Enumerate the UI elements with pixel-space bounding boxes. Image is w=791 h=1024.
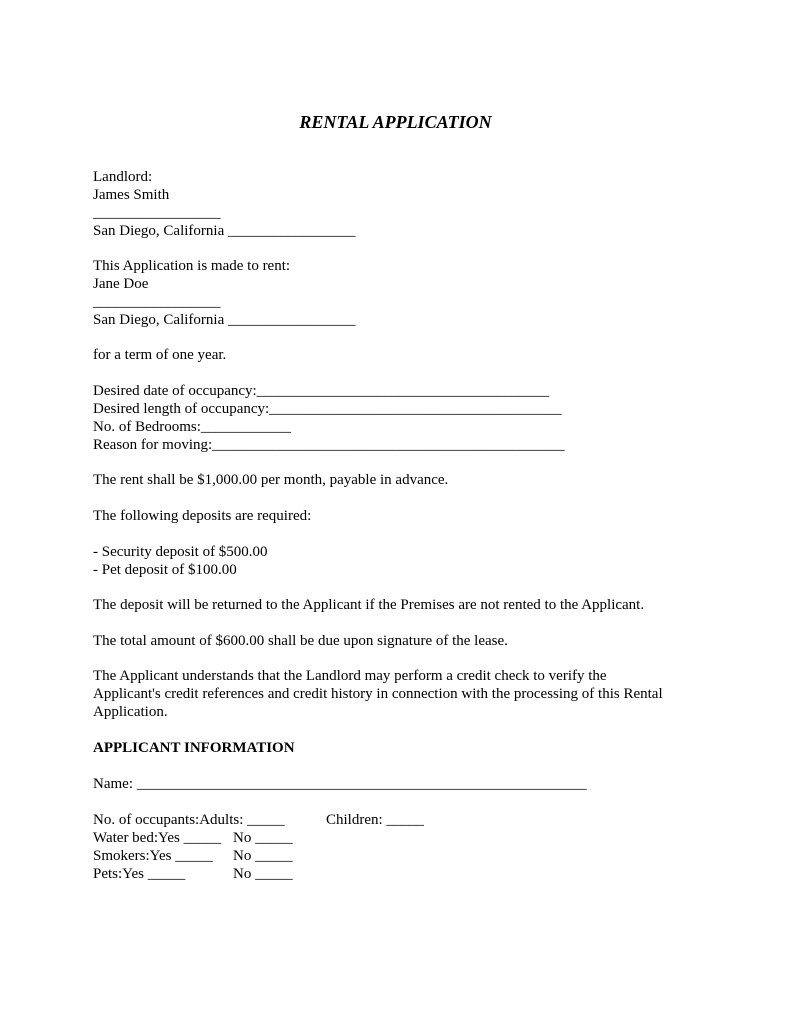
pets-yes-field: Pets:Yes _____ <box>93 866 186 882</box>
pet-deposit-item: - Pet deposit of $100.00 <box>93 562 237 578</box>
total-due-text: The total amount of $600.00 shall be due upon signature of the lease. <box>93 633 508 649</box>
landlord-name: James Smith <box>93 187 170 203</box>
bedrooms-field: No. of Bedrooms:____________ <box>93 419 291 435</box>
credit-check-line-2: Applicant's credit references and credit history in connection with the processing of this Rental <box>93 686 663 702</box>
landlord-city: San Diego, California _________________ <box>93 223 356 239</box>
reason-field: Reason for moving:_______________________________________________ <box>93 437 565 453</box>
occupants-adults-field: No. of occupants:Adults: _____ <box>93 812 285 828</box>
occupancy-length-field: Desired length of occupancy:_______________________________________ <box>93 401 562 417</box>
water-bed-yes-field: Water bed:Yes _____ <box>93 830 222 846</box>
term-text: for a term of one year. <box>93 347 227 363</box>
application-label: This Application is made to rent: <box>93 258 291 274</box>
tenant-city: San Diego, California _________________ <box>93 312 356 328</box>
applicant-info-heading: APPLICANT INFORMATION <box>93 740 295 756</box>
pets-no-field: No _____ <box>233 866 293 882</box>
credit-check-line-1: The Applicant understands that the Landlord may perform a credit check to verify the <box>93 668 607 684</box>
document-title: RENTAL APPLICATION <box>299 112 492 132</box>
occupants-children-field: Children: _____ <box>326 812 424 828</box>
smokers-yes-field: Smokers:Yes _____ <box>93 848 213 864</box>
deposits-intro: The following deposits are required: <box>93 508 312 524</box>
landlord-address-blank: _________________ <box>93 205 221 221</box>
tenant-name: Jane Doe <box>93 276 149 292</box>
name-field: Name: ____________________________________________________________ <box>93 776 587 792</box>
landlord-label: Landlord: <box>93 169 153 185</box>
smokers-no-field: No _____ <box>233 848 293 864</box>
tenant-address-blank: _________________ <box>93 294 221 310</box>
security-deposit-item: - Security deposit of $500.00 <box>93 544 268 560</box>
rent-text: The rent shall be $1,000.00 per month, payable in advance. <box>93 472 449 488</box>
occupancy-date-field: Desired date of occupancy:_______________________________________ <box>93 383 550 399</box>
water-bed-no-field: No _____ <box>233 830 293 846</box>
credit-check-line-3: Application. <box>93 704 168 720</box>
deposit-return-text: The deposit will be returned to the Applicant if the Premises are not rented to the Applicant. <box>93 597 645 613</box>
